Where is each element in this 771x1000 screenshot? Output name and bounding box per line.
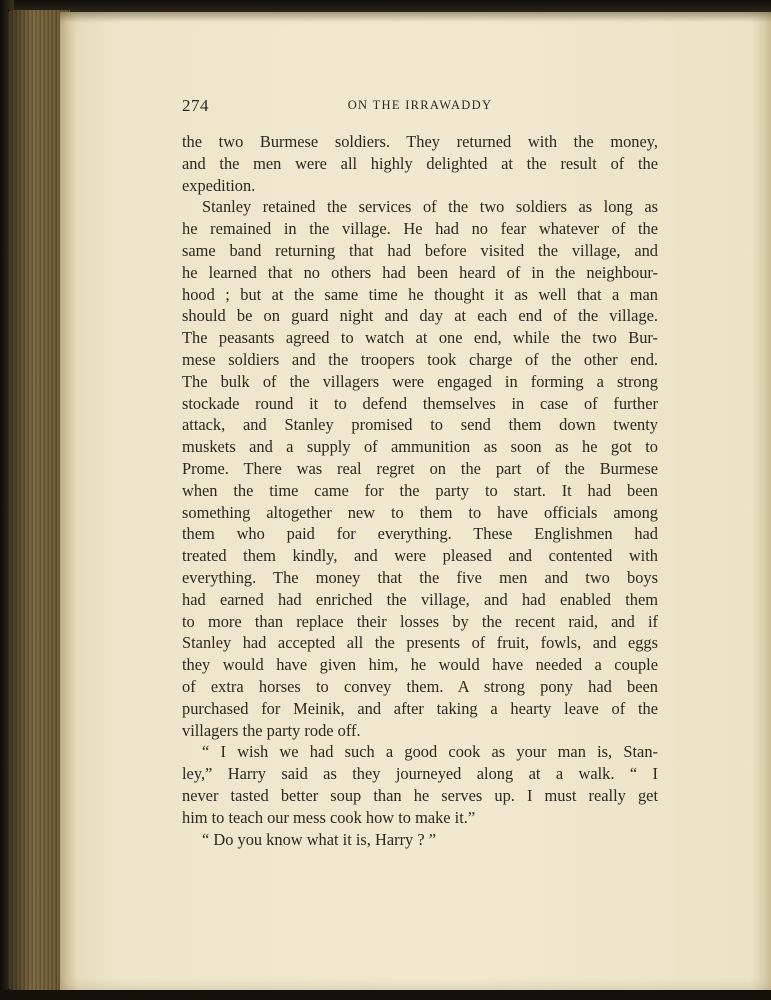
text-line: The peasants agreed to watch at one end, while the two Bur- — [182, 328, 658, 348]
text-line: hood ; but at the same time he thought it as well that a man — [182, 284, 658, 304]
text-line: The bulk of the villagers were engaged in forming a strong — [182, 371, 658, 391]
text-line: Stanley had accepted all the presents of fruit, fowls, and eggs — [182, 633, 658, 653]
text-line: stockade round it to defend themselves in case of further — [182, 393, 658, 413]
text-line: same band returning that had before visited the village, and — [182, 240, 658, 260]
bottom-edge — [0, 990, 771, 1000]
text-line: them who paid for everything. These Englishmen had — [182, 524, 658, 544]
text-line: when the time came for the party to start. It had been — [182, 480, 658, 500]
text-line: Stanley retained the services of the two soldiers as long as — [202, 197, 658, 217]
text-line: everything. The money that the five men and two boys — [182, 567, 658, 587]
text-line: expedition. — [182, 175, 256, 195]
top-edge — [0, 0, 771, 12]
text-line: Prome. There was real regret on the part of the Burmese — [182, 458, 658, 478]
text-line: and the men were all highly delighted at the result of the — [182, 153, 658, 173]
page-header — [182, 96, 658, 118]
text-line: of extra horses to convey them. A strong pony had been — [182, 676, 658, 696]
text-line: should be on guard night and day at each end of the village. — [182, 306, 658, 326]
text-line: ley,” Harry said as they journeyed along at a walk. “ I — [182, 764, 658, 784]
page-number: 274 — [182, 96, 209, 115]
text-line: treated them kindly, and were pleased and contented with — [182, 546, 658, 566]
text-line: purchased for Meinik, and after taking a hearty leave of the — [182, 698, 658, 718]
running-head: ON THE IRRAWADDY — [347, 98, 493, 112]
text-line: never tasted better soup than he serves up. I must really get — [182, 785, 658, 805]
text-line: villagers the party rode off. — [182, 720, 361, 740]
text-line: “ Do you know what it is, Harry ? ” — [202, 829, 436, 849]
text-line: to more than replace their losses by the recent raid, and if — [182, 611, 658, 631]
text-line: had earned had enriched the village, and had enabled them — [182, 589, 658, 609]
text-line: muskets and a supply of ammunition as soon as he got to — [182, 437, 658, 457]
text-line: the two Burmese soldiers. They returned with the money, — [182, 132, 658, 151]
text-line: attack, and Stanley promised to send them down twenty — [182, 415, 658, 435]
text-line: something altogether new to them to have officials among — [182, 502, 658, 522]
body-text — [182, 131, 658, 850]
text-line: “ I wish we had such a good cook as your man is, Stan- — [202, 742, 658, 762]
text-line: he learned that no others had been heard of in the neighbour- — [182, 262, 658, 282]
text-line: mese soldiers and the troopers took charge of the other end. — [182, 349, 658, 369]
text-line: he remained in the village. He had no fear whatever of the — [182, 219, 658, 239]
text-line: him to teach our mess cook how to make it.” — [182, 807, 476, 827]
text-line: they would have given him, he would have needed a couple — [182, 655, 658, 675]
